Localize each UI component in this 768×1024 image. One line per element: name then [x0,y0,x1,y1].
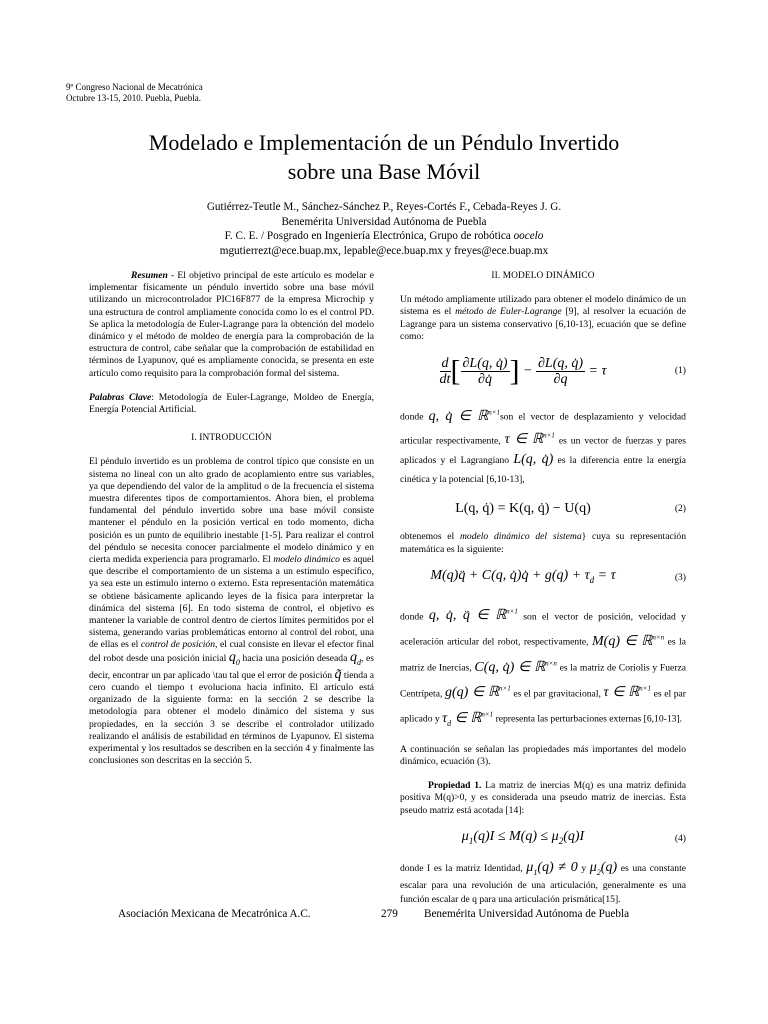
s2-text-b: [9], al resolver la ecuación de Lagrange para un sistema conservativo [6,10-13], ecuación que se define como: [400,306,686,342]
identity-definition [400,861,686,906]
equation-1-body: $\frac{d}{dt}$ [ $\frac{\partial L(q, q̇)}{\partial q̇}$ ] − $\frac{\partial L(q, q̇)}{\partial q}$ = τ [439,354,607,388]
abstract-label: Resumen [131,270,168,281]
equation-4-number: (4) [674,832,686,844]
intro-text-d: hacia una posición deseada [242,652,348,664]
keywords [89,392,374,416]
left-column [89,270,374,767]
introduction-paragraph [89,456,374,767]
M-member: M(q) ∈ ℝ$^{n\times n}$ [592,633,665,650]
lagrange-definitions [400,403,686,489]
affiliation-text: F. C. E. / Posgrado en Ingeniería Electrónica, Grupo de robótica [224,230,511,242]
footer-page-number: 279 [381,908,398,920]
s2-p6-a: donde I es la matriz Identidad, [400,862,523,874]
author-block [0,200,768,258]
intro-em-control: control de posición [140,639,216,651]
property-1 [400,780,686,817]
s2-p2-b: son el vector de desplazamiento y velocidad articular respectivamente, [400,411,686,447]
intro-em-model: modelo dinámico [273,554,340,566]
keywords-label: Palabras Clave [89,391,152,403]
conference-name: 9º Congreso Nacional de Mecatrónica [66,82,203,92]
q0-base: q [228,649,236,665]
s2-p4-c: es la matriz de Inercias, [400,637,686,674]
s2-p3-a: obtenemos el [400,531,460,543]
s2-p4-e: es el par gravitacional, [513,688,601,700]
author-university: Benemérita Universidad Autónoma de Puebla [281,215,487,228]
equation-3-body: M(q)q̈ + C(q, q̇)q̇ + $g(q) + \tau_d = \tau$ [430,567,616,585]
intro-text-f: tienda a cero cuando el tiempo t evoluciona hacia infinito. El artículo está organizado de la siguiente forma: en la sección 2 se describe la metodología para obtener el modelo dinámico del sistema y sus propiedades, en la sección 3 se describe el controlador utilizado realizando el análisis de estabilidad en términos de Lyapunov. El sistema experimental y los resultados se describen en la sección 4 y finalmente las conclusiones son descritas en la sección 5. [89,669,375,767]
C-member: C(q, q̇) ∈ ℝ$^{n\times n}$ [474,659,557,675]
intro-text-c: , el cual consiste en llevar el efector final del robot desde una posición inicial [89,639,374,664]
q0-sub: 0 [235,657,240,667]
g-member: g(q) ∈ ℝ$^{n\times 1}$ [444,684,511,701]
s2-p6-b: y [581,862,587,874]
equation-2 [400,495,686,523]
equation-4-body: $\mu_1(q)I \le M(q) \le \mu_2(q)I$ [461,828,585,846]
tau-member: τ ∈ ℝ$^{n\times 1}$ [504,431,555,448]
footer-right: Benemérita Universidad Autónoma de Puebla [424,908,630,920]
keywords-text: : Metodología de Euler-Lagrange, Moldeo de Energía, Energía Potencial Artificial. [89,391,374,416]
title-line-1: Modelado e Implementación de un Péndulo Invertido [148,130,620,155]
taud-member: $\tau_d$ ∈ ℝ$^{n\times 1}$ [442,710,494,728]
abstract-text: - El objetivo principal de este artículo es modelar e implementar físicamente un péndulo invertido sobre una base móvil utilizando un microcontrolador PIC16F877 de la empresa Microchip y una estructura de control ampliamente conocida como lo es el control PD. Se aplica la metodología de Euler-Lagrange para la obtención del modelo dinámico y el método de moldeo de energía para la comprobación de la estructura de control, cabe señalar que la comprobación de estabilidad en términos de Lyapunov, qué es ampliamente conocida, se presenta en este artículo como requisito para la comprobación formal del sistema. [89,270,374,379]
equation-2-number: (2) [674,503,686,515]
s2-p3-b: } cuya su representación matemática es la siguiente: [400,531,686,555]
s2-p4-b: son el vector de posición, velocidad y aceleración articular del robot, respectivamente, [400,611,686,649]
s2-p2-d: es la diferencia entre la energía cinética y la potencial [6,10-13], [400,455,686,486]
lagrange-intro [400,294,686,343]
equation-1-number: (1) [674,364,686,376]
right-column [400,270,686,906]
q-vectors-member: q, q̇, q̈ ∈ ℝ$^{n\times 1}$ [428,607,518,624]
equation-3 [400,564,686,592]
eq3-lhs: M(q)q̈ + C(q, q̇)q̇ + g(q) + τ [430,567,590,583]
equation-2-body: L(q, q̇) = K(q, q̇) − U(q) [455,501,591,517]
section-2-heading: II. MODELO DINÁMICO [491,271,595,281]
title-line-2: sobre una Base Móvil [287,159,481,184]
s2-p4-d: es la matriz de Coriolis y Fuerza Centrípeta, [400,662,686,700]
tau-applied-member: τ ∈ ℝ$^{n\times 1}$ [603,684,651,701]
mu1-nonzero: $\mu_1(q) \ne 0$ [526,859,578,877]
s2-p6-c: es una constante escalar para una revolución de una articulación, generalmente es una función escalar de q para una articulación prismática[15]. [400,862,687,905]
intro-text-a: El péndulo invertido es un problema de control típico que consiste en un sistema no lineal con un alto grado de acoplamiento entre sus variables, ya que dependiendo del valor de la amplitud o de la frecuencia el sistema muestra diferentes tipos de comportamientos. Ahora bien, el problema fundamental del péndulo invertido sobre una base móvil consiste mantener el péndulo en la posición vertical en todo momento, dicha posición es un punto de equilibrio inestable [1-5]. Para realizar el control del péndulo se necesita conocer parcialmente el modelo dinámico y en cierta medida experiencia para programarlo. El [89,456,374,566]
conference-date: Octubre 13-15, 2010. Puebla, Puebla. [66,93,201,103]
paper-title [0,128,768,186]
property-1-label: Propiedad 1. [428,780,482,792]
dynamic-model-intro [400,531,686,555]
qd-base: q [349,649,357,665]
property-1-text: La matriz de inercias M(q) es una matriz definida positiva M(q)>0, y es considerada una pseudo matriz de inercias. Esta pseudo matriz está acotada [14]: [400,780,686,816]
s2-p4-f: es el par aplicado y [400,688,687,726]
author-affiliation [0,229,768,244]
lagrangian-symbol: L(q, q̇) [513,452,554,468]
qd-symbol [350,650,361,665]
s2-p3-em: modelo dinámico del sistema [459,531,582,543]
equation-4 [400,825,686,853]
abstract [89,270,374,380]
intro-text-b: es aquel que describe el comportamiento de un sistema a un estímulo específico, ya sea este un estímulo interno o externo. Esta representación matemática se obtiene básicamente aplicando leyes de la física para interpretar la dinámica del sistema [6]. En todo sistema de control, el objetivo es mantener la variable de control dentro de ciertos límites permitidos por el sistema, generando varias problemáticas entorno al control del robot, una de ellas es el [89,554,374,651]
footer-left: Asociación Mexicana de Mecatrónica A.C. [118,908,311,920]
mu2-symbol: $\mu_2(q)$ [589,859,618,877]
intro-text-e: , es decir, encontrar un par aplicado \tau tal que el error de posición [89,652,374,681]
s2-text-a: Un método ampliamente utilizado para obtener el modelo dinámico de un sistema es el [400,294,686,318]
qtilde-symbol: q̃ [334,666,342,682]
eq3-rhs: = τ [594,567,616,583]
qd-sub: d [356,657,361,667]
s2-p4-g: representa las perturbaciones externas [6,10-13]. [495,714,683,726]
author-emails: mgutierrezt@ece.buap.mx, lepable@ece.buap.mx y freyes@ece.buap.mx [219,244,549,257]
conference-header [66,82,203,104]
properties-intro: A continuación se señalan las propiedades más importantes del modelo dinámico, ecuación (3). [400,743,686,768]
equation-3-number: (3) [674,571,686,583]
author-names: Gutiérrez-Teutle M., Sánchez-Sánchez P., Reyes-Cortés F., Cebada-Reyes J. G. [206,201,562,213]
model-definitions [400,602,686,734]
equation-1 [400,349,686,393]
s2-p2-a: donde [400,411,424,423]
group-name: oocelo [513,230,544,242]
q-qdot-member: q, q̇ ∈ ℝ$^{n\times 1}$ [428,408,500,424]
section-1-heading: I. INTRODUCCIÓN [191,433,272,444]
s2-p2-c: es un vector de fuerzas y pares aplicados y el Lagrangiano [400,435,686,467]
q0-symbol [229,650,240,665]
s2-p4-a: donde [400,611,424,623]
s2-em-method: método de Euler-Lagrange [455,306,562,318]
